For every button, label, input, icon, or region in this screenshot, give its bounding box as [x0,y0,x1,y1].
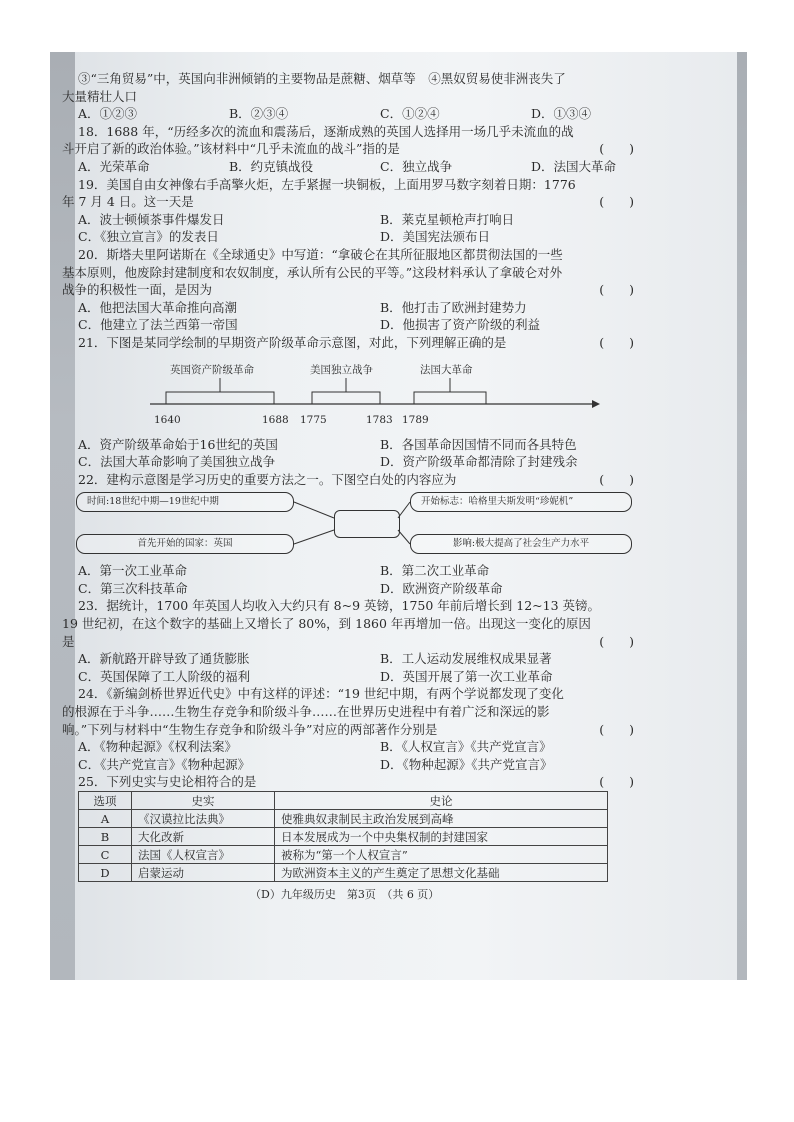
q24-options-row1 [62,738,682,756]
q20-option-a[interactable]: A．他把法国大革命推向高潮 [78,299,238,315]
q20-options-row1 [62,299,682,317]
q22-option-b[interactable]: B．第二次工业革命 [380,563,490,579]
q22-option-c[interactable]: C．第三次科技革命 [78,580,188,596]
diagram-box-first-country: 首先开始的国家：英国 [76,534,294,554]
q19-answer-paren[interactable]: ( ) [599,194,634,210]
q25-row-c-comment: 被称为“第一个人权宣言” [275,846,608,864]
q24-option-a[interactable]: A．《物种起源》《权利法案》 [78,739,238,755]
q17-option-a[interactable]: A．①②③ [78,106,138,122]
diagram-box-time: 时间:18世纪中期—19世纪中期 [76,492,294,512]
q25-answer-paren[interactable]: ( ) [599,774,634,790]
q23-option-b[interactable]: B．工人运动发展维权成果显著 [380,651,552,667]
q23-answer-paren[interactable]: ( ) [599,633,634,649]
q19-options-row2 [62,228,682,246]
q21-option-d[interactable]: D．资产阶级革命都清除了封建残余 [380,454,578,470]
q24-option-c[interactable]: C．《共产党宣言》《物种起源》 [78,756,251,772]
timeline-year-1783: 1783 [366,413,393,426]
timeline-label-usa: 美国独立战争 [310,363,373,376]
q21-answer-paren[interactable]: ( ) [599,334,634,350]
q25-table [78,791,608,882]
q24-option-d[interactable]: D．《物种起源》《共产党宣言》 [380,756,553,772]
q20-answer-paren[interactable]: ( ) [599,282,634,298]
q22-option-a[interactable]: A．第一次工业革命 [78,563,188,579]
page-footer: （D）九年级历史 第3页 （共 6 页） [250,888,440,901]
q20-option-d[interactable]: D．他损害了资产阶级的利益 [380,317,541,333]
q25-stem: 25．下列史实与史论相符合的是 ( ) [62,773,682,791]
q22-concept-diagram [62,490,682,558]
q20-stem-cont2: 战争的积极性一面，是因为 ( ) [62,281,682,299]
q23-stem-cont2: 是 ( ) [62,633,682,651]
q17-option-d[interactable]: D．①③④ [531,106,592,122]
timeline-label-england: 英国资产阶级革命 [170,363,254,376]
timeline-arrowhead [592,400,600,408]
q19-option-d[interactable]: D．美国宪法颁布日 [380,229,491,245]
q21-option-a[interactable]: A．资产阶级革命始于16世纪的英国 [78,436,278,452]
q24-stem-cont: 的根源在于斗争……生物生存竞争和阶级斗争……在世界历史进程中有着广泛和深远的影 [62,704,550,720]
q17-option-c[interactable]: C．①②④ [380,106,440,122]
q23-option-c[interactable]: C．英国保障了工人阶级的福利 [78,668,251,684]
q25-header-fact: 史实 [132,792,275,810]
q21-options-row2 [62,453,682,471]
q18-option-b[interactable]: B．约克镇战役 [229,158,314,174]
q24-option-b[interactable]: B．《人权宣言》《共产党宣言》 [380,739,552,755]
q25-row-d-comment: 为欧洲资本主义的产生奠定了思想文化基础 [275,864,608,882]
q25-row-b-option: B [79,828,132,846]
q21-timeline-diagram [62,354,682,432]
q18-stem-cont: 斗开启了新的政治体验。”该材料中“几乎未流血的战斗”指的是 ( ) [62,140,682,158]
q23-stem: 23．据统计，1700 年英国人均收入大约只有 8~9 英镑，1750 年前后增长到 12~13 英镑。 [78,598,601,614]
q18-option-a[interactable]: A．光荣革命 [78,158,150,174]
q24-options-row2 [62,756,682,774]
q17-statement-3-4: ③“三角贸易”中，英国向非洲倾销的主要物品是蔗糖、烟草等 ④黑奴贸易使非洲丧失了 [78,71,566,86]
q25-row-d-fact: 启蒙运动 [132,864,275,882]
q23-option-d[interactable]: D．英国开展了第一次工业革命 [380,668,553,684]
q25-header-option: 选项 [79,792,132,810]
q21-stem: 21．下图是某同学绘制的早期资产阶级革命示意图，对此，下列理解正确的是 ( ) [62,334,682,352]
q19-stem-cont: 年 7 月 4 日。这一天是 ( ) [62,193,682,211]
q18-options [62,158,682,176]
q21-option-b[interactable]: B．各国革命因国情不同而各具特色 [380,436,577,452]
bracket-usa [312,392,380,404]
q23-option-a[interactable]: A．新航路开辟导致了通货膨胀 [78,651,250,667]
q22-option-d[interactable]: D．欧洲资产阶级革命 [380,580,503,596]
table-row[interactable] [79,810,608,828]
timeline-year-1775: 1775 [300,413,327,426]
diagram-blank-center[interactable] [334,510,400,538]
q25-row-c-fact: 法国《人权宣言》 [132,846,275,864]
q25-row-a-option: A [79,810,132,828]
connector-country [294,530,334,544]
q17-statement-cont: 大量精壮人口 [62,88,138,104]
table-row[interactable] [79,828,608,846]
q20-option-b[interactable]: B．他打击了欧洲封建势力 [380,299,527,315]
q18-option-c[interactable]: C．独立战争 [380,158,453,174]
q19-stem: 19．美国自由女神像右手高擎火炬，左手紧握一块铜板，上面用罗马数字刻着日期：1776 [78,176,576,192]
q19-option-b[interactable]: B．莱克星顿枪声打响日 [380,211,515,227]
timeline-year-1688: 1688 [262,413,289,426]
timeline-year-1789: 1789 [402,413,429,426]
q19-option-a[interactable]: A．波士顿倾茶事件爆发日 [78,211,225,227]
q24-stem-cont2: 响。”下列与材料中“生物生存竞争和阶级斗争”对应的两部著作分别是 ( ) [62,721,682,739]
q23-options-row1 [62,650,682,668]
diagram-box-impact: 影响:极大提高了社会生产力水平 [410,534,632,554]
q24-stem: 24．《新编剑桥世界近代史》中有这样的评述：“19 世纪中期，有两个学说都发现了变化 [78,686,564,702]
q17-option-b[interactable]: B．②③④ [229,106,289,122]
exam-content [62,70,682,882]
q21-option-c[interactable]: C．法国大革命影响了美国独立战争 [78,454,276,470]
q25-table-header [79,792,608,810]
table-row[interactable] [79,846,608,864]
table-row[interactable] [79,864,608,882]
bracket-france [414,392,486,404]
q24-answer-paren[interactable]: ( ) [599,721,634,737]
q20-options-row2 [62,316,682,334]
connector-time [294,502,334,518]
q23-stem-cont: 19 世纪初，在这个数字的基础上又增长了 80%，到 1860 年再增加一倍。出现这一变化的原因 [62,616,591,632]
q22-stem: 22．建构示意图是学习历史的重要方法之一。下图空白处的内容应为 ( ) [62,471,682,489]
q25-row-b-fact: 大化改新 [132,828,275,846]
q17-options [62,105,682,123]
q25-row-a-fact: 《汉谟拉比法典》 [132,810,275,828]
q22-options-row2 [62,580,682,598]
q18-answer-paren[interactable]: ( ) [599,141,634,157]
q18-option-d[interactable]: D．法国大革命 [531,158,617,174]
diagram-box-start-sign: 开始标志：哈格里夫斯发明“珍妮机” [410,492,632,512]
timeline-label-france: 法国大革命 [420,363,473,376]
q25-row-a-comment: 使雅典奴隶制民主政治发展到高峰 [275,810,608,828]
q19-options-row1 [62,211,682,229]
timeline-year-1640: 1640 [154,413,181,426]
q22-answer-paren[interactable]: ( ) [599,471,634,487]
q22-options-row1 [62,562,682,580]
q20-stem-cont: 基本原则，他废除封建制度和农奴制度，承认所有公民的平等。”这段材料承认了拿破仑对外 [62,264,563,280]
q21-options-row1 [62,436,682,454]
q25-header-comment: 史论 [275,792,608,810]
q23-options-row2 [62,668,682,686]
q20-stem: 20．斯塔夫里阿诺斯在《全球通史》中写道：“拿破仑在其所征服地区都贯彻法国的一些 [78,246,563,262]
bracket-england [166,392,274,404]
q25-row-c-option: C [79,846,132,864]
q19-option-c[interactable]: C．《独立宣言》的发表日 [78,229,219,245]
q18-stem: 18．1688 年，“历经多次的流血和震荡后，逐渐成熟的英国人选择用一场几乎未流血的战 [78,123,574,139]
q20-option-c[interactable]: C．他建立了法兰西第一帝国 [78,317,238,333]
q25-row-b-comment: 日本发展成为一个中央集权制的封建国家 [275,828,608,846]
q25-row-d-option: D [79,864,132,882]
